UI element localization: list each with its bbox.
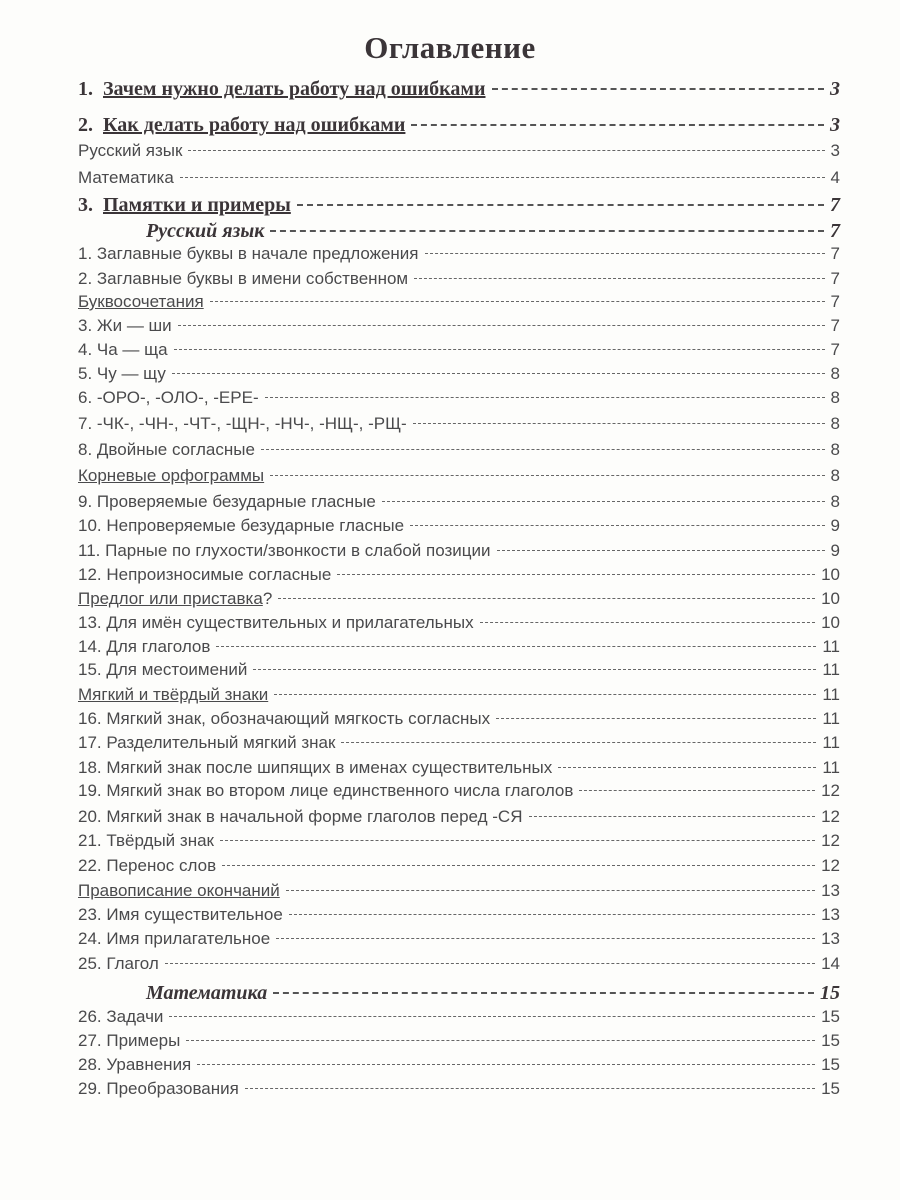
toc-entry-title [78, 1055, 191, 1075]
dotted-leader [558, 767, 816, 768]
toc-entry-text: Корневые орфограммы [78, 466, 265, 485]
toc-entry-page: 15 [821, 1007, 840, 1026]
dotted-leader [186, 1040, 815, 1041]
toc-entry[interactable] [78, 340, 840, 360]
toc-entry-text: Как делать работу над ошибками [103, 114, 406, 136]
toc-entry-page: 3 [830, 114, 840, 136]
dotted-leader [289, 914, 815, 915]
dotted-leader [425, 253, 825, 254]
toc-entry-text: 15. Для местоимений [78, 660, 248, 679]
toc-entry-title [78, 982, 267, 1005]
dotted-leader [178, 325, 825, 326]
toc-entry-page: 8 [830, 414, 840, 433]
dotted-leader [529, 816, 816, 817]
toc-entry-title [78, 856, 216, 876]
dotted-leader [253, 669, 816, 670]
toc-entry-page: 7 [830, 244, 840, 263]
toc-entry-text: 26. Задачи [78, 1007, 164, 1026]
toc-entry[interactable] [78, 316, 840, 336]
dotted-leader [197, 1064, 815, 1065]
toc-entry-number: 1. [78, 78, 103, 100]
toc-entry-page: 13 [821, 905, 840, 924]
toc-entry-page: 4 [830, 168, 840, 187]
dotted-leader [245, 1088, 815, 1089]
page-title: Оглавление [364, 30, 536, 65]
toc-entry-title [78, 905, 283, 925]
toc-entry-page: 15 [821, 1031, 840, 1050]
toc-entry-page: 3 [830, 78, 840, 100]
toc-entry-page: 11 [822, 660, 840, 679]
toc-entry[interactable] [78, 660, 840, 680]
toc-entry-page: 13 [821, 881, 840, 900]
toc-entry-page: 7 [830, 269, 840, 288]
toc-entry-page: 8 [830, 466, 840, 485]
toc-entry-text: 22. Перенос слов [78, 856, 217, 875]
toc-entry-page: 7 [830, 220, 840, 242]
toc-entry-text: 27. Примеры [78, 1031, 181, 1050]
toc-entry-text: 19. Мягкий знак во втором лице единственного числа глаголов [78, 781, 574, 800]
toc-entry-title [78, 589, 272, 609]
toc-entry[interactable] [78, 114, 840, 137]
toc-entry-page: 8 [830, 492, 840, 511]
toc-entry-title [78, 316, 172, 336]
toc-entry-page: 7 [830, 316, 840, 335]
toc-entry-text: Математика [78, 168, 174, 187]
toc-entry[interactable] [78, 637, 840, 657]
toc-entry[interactable] [78, 831, 840, 851]
toc-entry-title [78, 541, 491, 561]
toc-entry[interactable] [78, 292, 840, 312]
toc-entry[interactable] [78, 220, 840, 243]
toc-entry-page: 12 [821, 831, 840, 850]
toc-entry[interactable] [78, 78, 840, 101]
toc-entry-text: Памятки и примеры [103, 194, 291, 216]
toc-entry[interactable] [78, 733, 840, 753]
toc-entry-page: 8 [830, 440, 840, 459]
toc-entry-title [78, 781, 573, 801]
toc-entry-title [78, 637, 210, 657]
dotted-leader [188, 150, 824, 151]
toc-entry-page: 10 [821, 613, 840, 632]
toc-entry-page: 10 [821, 565, 840, 584]
toc-entry[interactable] [78, 168, 840, 188]
toc-entry[interactable] [78, 414, 840, 434]
toc-entry-text: 14. Для глаголов [78, 637, 211, 656]
toc-entry-text: 18. Мягкий знак после шипящих в именах существительных [78, 758, 553, 777]
toc-entry-title [78, 1031, 180, 1051]
toc-entry-page: 8 [830, 364, 840, 383]
toc-entry[interactable] [78, 758, 840, 778]
dotted-leader [265, 397, 825, 398]
toc-entry-text: 9. Проверяемые безударные гласные [78, 492, 376, 511]
toc-entry-title [78, 733, 335, 753]
dotted-leader [174, 349, 825, 350]
toc-entry[interactable] [78, 141, 840, 161]
toc-entry-text: 16. Мягкий знак, обозначающий мягкость согласных [78, 709, 491, 728]
toc-entry[interactable] [78, 929, 840, 949]
dotted-leader [492, 88, 825, 90]
dotted-leader [413, 423, 825, 424]
dotted-leader [274, 694, 816, 695]
toc-entry[interactable] [78, 781, 840, 801]
toc-entry[interactable] [78, 364, 840, 384]
toc-entry-page: 7 [830, 292, 840, 311]
toc-entry-text: Математика [146, 982, 268, 1004]
toc-entry-text: 10. Непроверяемые безударные гласные [78, 516, 405, 535]
toc-entry-title [78, 660, 247, 680]
toc-entry-text: 20. Мягкий знак в начальной форме глаголов перед -СЯ [78, 807, 523, 826]
dotted-leader [337, 574, 815, 575]
toc-entry-page: 12 [821, 781, 840, 800]
toc-entry-suffix: ? [262, 589, 273, 608]
toc-entry-title [78, 141, 182, 161]
toc-entry[interactable] [78, 807, 840, 827]
toc-entry-title [78, 1079, 239, 1099]
toc-entry-text: Правописание окончаний [78, 881, 280, 900]
toc-entry-page: 9 [830, 541, 840, 560]
toc-entry[interactable] [78, 388, 840, 408]
toc-entry[interactable] [78, 982, 840, 1005]
toc-entry-title [78, 565, 331, 585]
dotted-leader [341, 742, 816, 743]
dotted-leader [261, 449, 825, 450]
dotted-leader [496, 718, 816, 719]
toc-entry-page: 14 [821, 954, 840, 973]
toc-entry[interactable] [78, 492, 840, 512]
toc-entry-title [78, 244, 419, 264]
toc-entry[interactable] [78, 565, 840, 585]
toc-entry-text: 4. Ча — ща [78, 340, 168, 359]
toc-entry-page: 11 [822, 758, 840, 777]
toc-entry-page: 11 [822, 685, 840, 704]
toc-entry-text: 29. Преобразования [78, 1079, 239, 1098]
dotted-leader [276, 938, 815, 939]
dotted-leader [286, 890, 815, 891]
toc-entry[interactable] [78, 466, 840, 486]
toc-entry-text: 11. Парные по глухости/звонкости в слабой позиции [78, 541, 491, 560]
toc-entry-title [78, 78, 486, 101]
toc-entry[interactable] [78, 856, 840, 876]
dotted-leader [273, 992, 814, 994]
toc-entry[interactable] [78, 269, 840, 289]
toc-entry[interactable] [78, 685, 840, 705]
toc-entry-title [78, 388, 259, 408]
toc-entry-text: 2. Заглавные буквы в имени собственном [78, 269, 409, 288]
toc-entry-page: 12 [821, 807, 840, 826]
dotted-leader [216, 646, 816, 647]
toc-entry-text: 7. -ЧК-, -ЧН-, -ЧТ-, -ЩН-, -НЧ-, -НЩ-, -РЩ- [78, 414, 407, 433]
dotted-leader [480, 622, 815, 623]
dotted-leader [278, 598, 815, 599]
toc-entry-title [78, 954, 159, 974]
toc-entry-page: 7 [830, 340, 840, 359]
toc-entry-title [78, 168, 174, 188]
toc-entry-page: 15 [821, 1055, 840, 1074]
toc-entry-text: Зачем нужно делать работу над ошибками [103, 78, 486, 100]
toc-entry-text: 23. Имя существительное [78, 905, 283, 924]
dotted-leader [172, 373, 825, 374]
toc-entry-text: 21. Твёрдый знак [78, 831, 214, 850]
toc-entry-page: 15 [821, 1079, 840, 1098]
toc-entry-title [78, 466, 264, 486]
dotted-leader [497, 550, 825, 551]
dotted-leader [410, 525, 824, 526]
dotted-leader [270, 230, 824, 232]
toc-entry-title [78, 929, 270, 949]
toc-entry-title [78, 807, 523, 827]
toc-entry-title [78, 340, 168, 360]
toc-entry-title [78, 613, 474, 633]
dotted-leader [382, 501, 825, 502]
dotted-leader [180, 177, 825, 178]
dotted-leader [169, 1016, 815, 1017]
toc-entry[interactable] [78, 1031, 840, 1051]
toc-entry-text: 3. Жи — ши [78, 316, 172, 335]
toc-entry[interactable] [78, 516, 840, 536]
toc-entry-text: 28. Уравнения [78, 1055, 192, 1074]
dotted-leader [297, 204, 824, 206]
toc-entry-page: 9 [830, 516, 840, 535]
toc-entry-title [78, 364, 166, 384]
toc-entry[interactable] [78, 881, 840, 901]
dotted-leader [222, 865, 815, 866]
dotted-leader [210, 301, 825, 302]
toc-entry-page: 8 [830, 388, 840, 407]
dotted-leader [220, 840, 815, 841]
toc-entry-text: 24. Имя прилагательное [78, 929, 271, 948]
toc-entry-page: 12 [821, 856, 840, 875]
toc-entry[interactable] [78, 194, 840, 217]
toc-entry-page: 11 [822, 637, 840, 656]
dotted-leader [414, 278, 824, 279]
dotted-leader [270, 475, 824, 476]
toc-entry-text: Мягкий и твёрдый знаки [78, 685, 269, 704]
toc-entry-text: Русский язык [146, 220, 265, 242]
toc-entry-title [78, 685, 268, 705]
toc-entry-text: 12. Непроизносимые согласные [78, 565, 332, 584]
toc-entry-number: 2. [78, 114, 103, 136]
toc-entry[interactable] [78, 589, 840, 609]
toc-entry[interactable] [78, 440, 840, 460]
toc-entry-text: 13. Для имён существительных и прилагательных [78, 613, 474, 632]
dotted-leader [165, 963, 815, 964]
toc-entry-text: Предлог или приставка [78, 589, 263, 608]
toc-entry-text: 6. -ОРО-, -ОЛО-, -ЕРЕ- [78, 388, 259, 407]
toc-entry-page: 13 [821, 929, 840, 948]
toc-entry[interactable] [78, 1055, 840, 1075]
toc-entry-page: 3 [830, 141, 840, 160]
toc-entry-text: 17. Разделительный мягкий знак [78, 733, 336, 752]
toc-entry-page: 10 [821, 589, 840, 608]
toc-entry-title [78, 194, 291, 217]
toc-entry[interactable] [78, 1079, 840, 1099]
toc-entry-title [78, 114, 405, 137]
toc-entry-page: 7 [830, 194, 840, 216]
toc-entry[interactable] [78, 541, 840, 561]
toc-entry[interactable] [78, 954, 840, 974]
toc-entry-text: 1. Заглавные буквы в начале предложения [78, 244, 419, 263]
dotted-leader [411, 124, 824, 126]
toc-entry-title [78, 709, 490, 729]
toc-entry-title [78, 516, 404, 536]
toc-entry-text: Русский язык [78, 141, 183, 160]
toc-entry[interactable] [78, 613, 840, 633]
toc-entry-title [78, 758, 552, 778]
toc-entry-number: 3. [78, 194, 103, 216]
toc-entry-title [78, 292, 204, 312]
toc-entry-title [78, 831, 214, 851]
toc-entry-title [78, 414, 407, 434]
toc-entry-title [78, 220, 264, 243]
toc-entry-page: 15 [820, 982, 840, 1004]
toc-entry-title [78, 269, 408, 289]
toc-entry-text: 8. Двойные согласные [78, 440, 255, 459]
toc-entry-page: 11 [822, 733, 840, 752]
toc-entry-text: 25. Глагол [78, 954, 159, 973]
toc-entry[interactable] [78, 244, 840, 264]
toc-entry[interactable] [78, 709, 840, 729]
dotted-leader [579, 790, 815, 791]
toc-entry-text: 5. Чу — щу [78, 364, 166, 383]
toc-entry[interactable] [78, 1007, 840, 1027]
toc-entry-title [78, 881, 280, 901]
toc-entry-text: Буквосочетания [78, 292, 204, 311]
toc-entry-title [78, 440, 255, 460]
toc-entry-page: 11 [822, 709, 840, 728]
toc-entry-title [78, 492, 376, 512]
toc-entry[interactable] [78, 905, 840, 925]
toc-entry-title [78, 1007, 163, 1027]
